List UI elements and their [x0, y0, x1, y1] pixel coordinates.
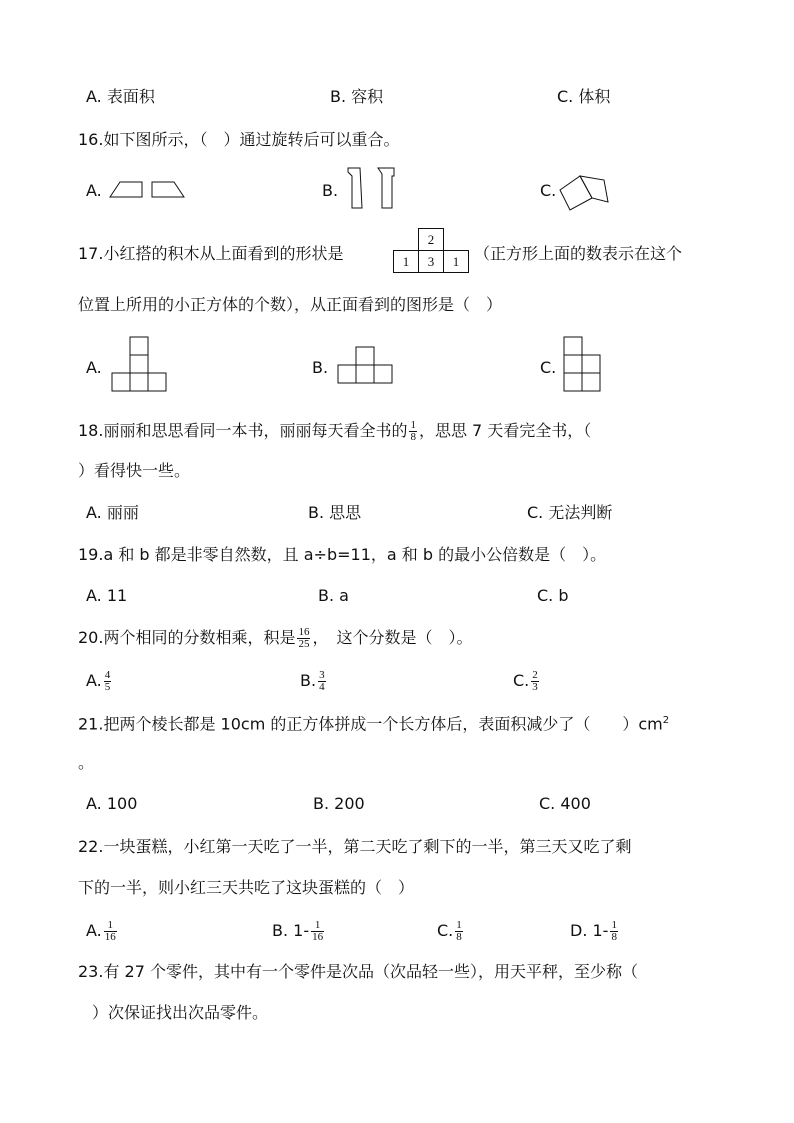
q20-option-c-fraction — [531, 670, 539, 693]
q15-option-a: A. 表面积 — [86, 87, 155, 106]
denominator: 8 — [456, 931, 462, 943]
denominator: 3 — [532, 681, 538, 693]
denominator: 16 — [104, 931, 116, 943]
q18-stem-part1: 18.丽丽和思思看同一本书，丽丽每天看全书的 — [78, 421, 408, 440]
q17-stem-part2: （正方形上面的数表示在这个 — [474, 244, 683, 263]
q16-option-c-figure — [558, 172, 614, 214]
q19-stem: 19.a 和 b 都是非零自然数，且 a÷b=11，a 和 b 的最小公倍数是（ ）。 — [78, 545, 607, 564]
q22-option-c-label: C. — [437, 921, 454, 940]
q21-stem — [78, 711, 669, 734]
q17-grid-cell: 1 — [394, 251, 419, 273]
q18-fraction-denominator: 8 — [410, 431, 416, 443]
q21-option-a: A. 100 — [86, 794, 138, 813]
q22-option-c — [437, 920, 465, 943]
q18-stem-line1 — [78, 420, 591, 443]
q15-option-c: C. 体积 — [557, 87, 611, 106]
q22-option-c-fraction — [455, 920, 463, 943]
q20-option-c-label: C. — [513, 671, 530, 690]
q23-stem-line1: 23.有 27 个零件，其中有一个零件是次品（次品轻一些），用天平秤，至少称（ — [78, 962, 638, 981]
q20-fraction-denominator: 25 — [298, 638, 310, 650]
q20-option-a — [86, 670, 113, 693]
q17-top-view-grid — [393, 228, 469, 273]
q18-option-c: C. 无法判断 — [527, 503, 613, 522]
q17-stem-part1: 17.小红搭的积木从上面看到的形状是 — [78, 244, 344, 263]
q20-option-b — [300, 670, 328, 693]
q16-option-b-figure — [342, 166, 402, 212]
q20-option-c — [513, 670, 541, 693]
numerator: 1 — [107, 919, 113, 931]
q17-option-b-label: B. — [312, 358, 329, 377]
q17-grid-cell: 1 — [444, 251, 469, 273]
q17-grid-cell-top: 2 — [419, 229, 444, 251]
numerator: 3 — [319, 669, 325, 681]
q22-option-a — [86, 920, 119, 943]
denominator: 5 — [104, 681, 111, 693]
q22-option-d-label: D. 1- — [570, 921, 609, 940]
q22-option-b — [272, 920, 326, 943]
q18-stem-part2: ，思思 7 天看完全书，（ — [418, 421, 592, 440]
q17-option-a-label: A. — [86, 358, 102, 377]
q21-option-b: B. 200 — [313, 794, 365, 813]
q15-option-b: B. 容积 — [330, 87, 384, 106]
numerator: 1 — [456, 919, 462, 931]
numerator: 4 — [104, 669, 111, 681]
q18-stem-line2: ）看得快一些。 — [78, 461, 191, 480]
q22-stem-line1: 22.一块蛋糕，小红第一天吃了一半，第二天吃了剩下的一半，第三天又吃了剩 — [78, 837, 632, 856]
q17-stem-line2: 位置上所用的小正方体的个数），从正面看到的图形是（ ） — [78, 295, 503, 314]
q22-option-a-fraction — [104, 920, 117, 943]
numerator: 2 — [532, 669, 538, 681]
q17-option-a-figure — [112, 336, 170, 394]
q21-stem-text: 21.把两个棱长都是 10cm 的正方体拼成一个长方体后，表面积减少了（ ）cm — [78, 714, 663, 734]
q18-option-a: A. 丽丽 — [86, 503, 139, 522]
q21-option-c: C. 400 — [539, 794, 591, 813]
q18-fraction — [409, 420, 417, 443]
q20-option-b-fraction — [318, 670, 326, 693]
q16-option-a-figure — [108, 178, 188, 200]
q17-option-c-label: C. — [540, 358, 557, 377]
numerator: 1 — [611, 919, 617, 931]
q22-option-d-fraction — [610, 920, 618, 943]
q17-option-c-figure — [563, 336, 605, 394]
q20-option-b-label: B. — [300, 671, 317, 690]
q20-stem-part2: ， 这个分数是（ ）。 — [312, 628, 473, 647]
denominator: 4 — [319, 681, 325, 693]
q23-stem-line2: ）次保证找出次品零件。 — [92, 1003, 269, 1022]
q20-fraction-numerator: 16 — [298, 626, 310, 638]
q19-option-a: A. 11 — [86, 586, 128, 605]
q21-stem-line2: 。 — [78, 753, 95, 772]
denominator: 16 — [312, 931, 324, 943]
q19-option-c: C. b — [537, 586, 569, 605]
q16-option-a-label: A. — [86, 181, 102, 200]
q20-option-a-fraction — [104, 670, 112, 693]
q19-option-b: B. a — [318, 586, 349, 605]
q22-option-b-fraction — [311, 920, 324, 943]
denominator: 8 — [611, 931, 617, 943]
q21-superscript: 2 — [662, 715, 670, 726]
q18-option-b: B. 思思 — [308, 503, 362, 522]
q22-option-d — [570, 920, 620, 943]
q20-fraction — [297, 627, 310, 650]
q22-option-a-label: A. — [86, 921, 102, 940]
q16-option-b-label: B. — [322, 181, 339, 200]
q20-stem-part1: 20.两个相同的分数相乘，积是 — [78, 628, 296, 647]
q17-grid-cell: 3 — [419, 251, 444, 273]
q18-fraction-numerator: 1 — [410, 419, 416, 431]
q17-option-b-figure — [338, 346, 398, 386]
q16-stem: 16.如下图所示，（ ）通过旋转后可以重合。 — [78, 130, 400, 149]
q22-option-b-label: B. 1- — [272, 921, 310, 940]
numerator: 1 — [314, 919, 321, 931]
q20-stem — [78, 627, 472, 650]
q16-option-c-label: C. — [540, 181, 557, 200]
q20-option-a-label: A. — [86, 671, 102, 690]
q22-stem-line2: 下的一半，则小红三天共吃了这块蛋糕的（ ） — [78, 878, 415, 897]
